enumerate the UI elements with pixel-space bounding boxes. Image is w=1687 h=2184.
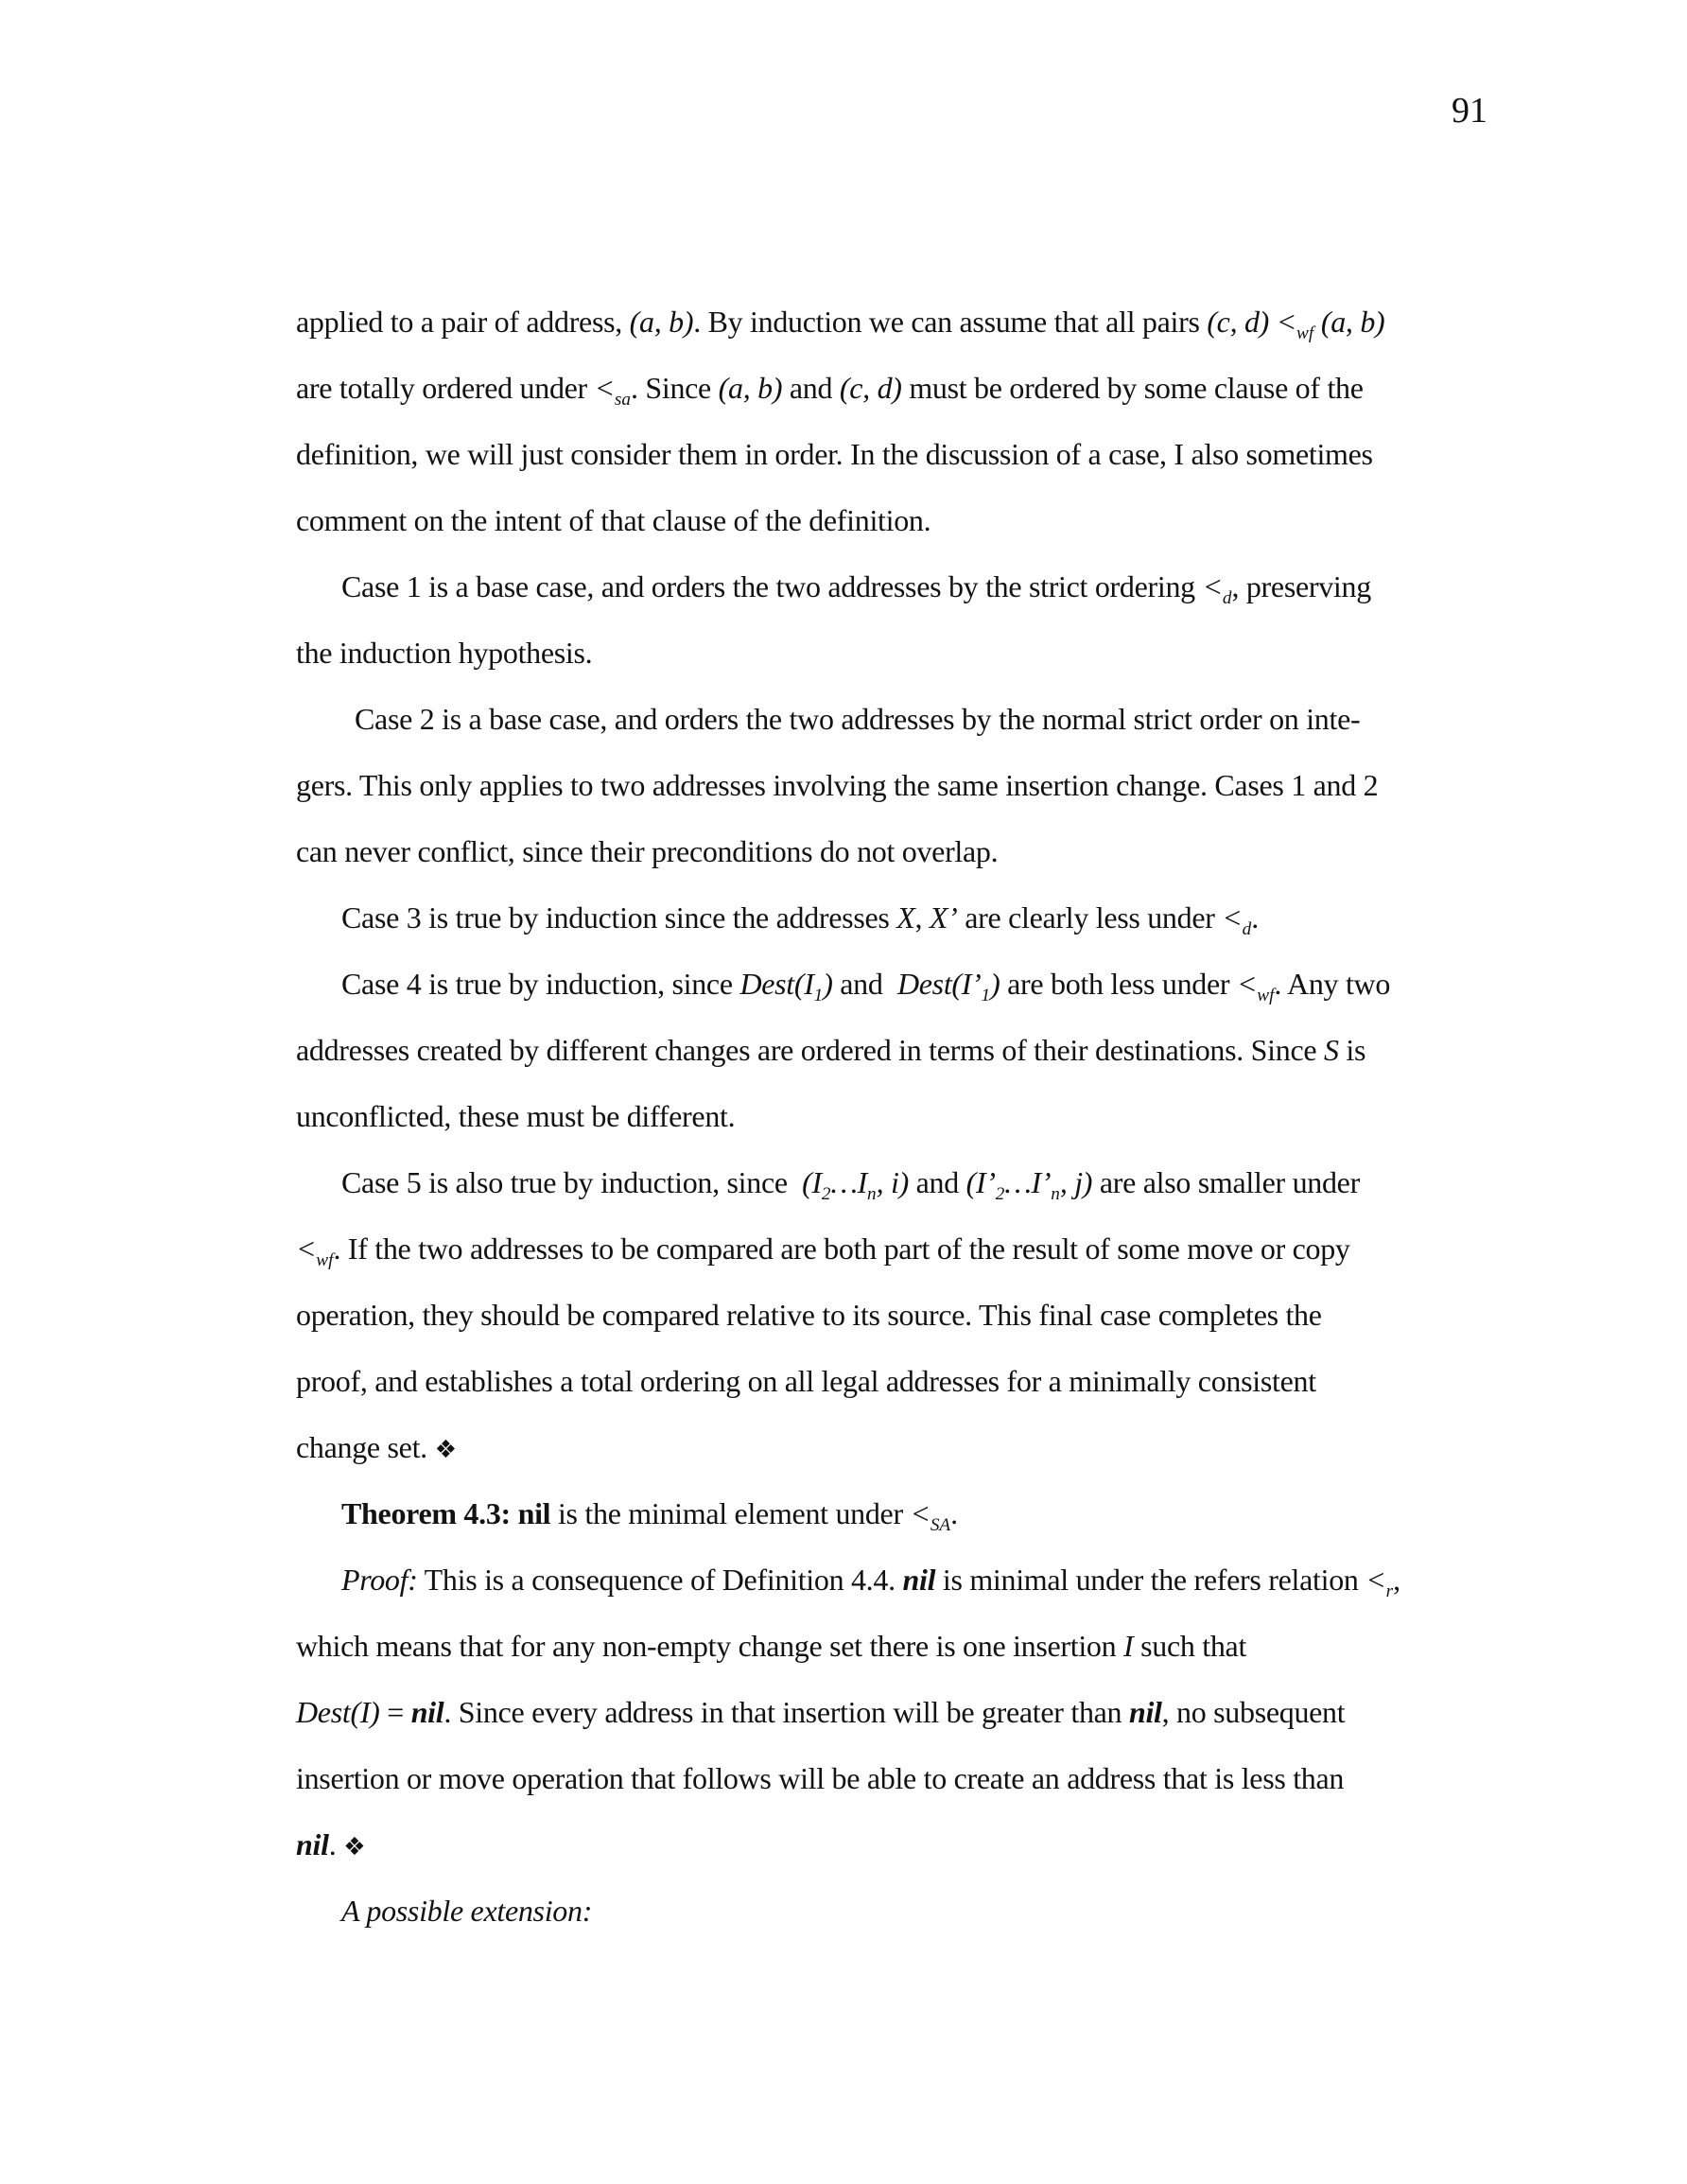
text-run: . If the two addresses to be compared are both part of the result of some move or copy — [333, 1232, 1350, 1266]
text-line — [296, 1811, 1525, 1878]
subscript-run: wf — [1257, 986, 1275, 1005]
subscript-run: SA — [930, 1515, 951, 1535]
body-text — [296, 288, 1525, 1944]
text-run: proof, and establishes a total ordering on all legal addresses for a minimally consistent — [296, 1364, 1316, 1398]
text-run: , no subsequent — [1161, 1695, 1346, 1729]
text-run: are totally ordered under — [296, 371, 595, 405]
text-line — [296, 1414, 1525, 1480]
text-run: gers. This only applies to two addresses involving the same insertion change. Cases 1 and 2 — [296, 768, 1379, 802]
text-run: X’ — [929, 900, 958, 935]
text-run: . — [950, 1496, 958, 1530]
text-run: , — [914, 900, 930, 935]
text-run: < — [1202, 569, 1223, 603]
text-line — [296, 1480, 1525, 1546]
subscript-run: d — [1222, 588, 1232, 608]
text-run: must be ordered by some clause of the — [901, 371, 1364, 405]
text-line — [296, 1149, 1525, 1215]
text-line — [296, 553, 1525, 620]
text-line — [296, 1878, 1525, 1944]
text-run: comment on the intent of that clause of the definition. — [296, 503, 931, 537]
subscript-run: 1 — [981, 986, 991, 1005]
text-line — [296, 1745, 1525, 1811]
text-run: < — [1222, 900, 1243, 935]
text-run: A possible extension: — [341, 1894, 593, 1928]
text-run: (c, d) < — [1207, 305, 1297, 339]
page-number: 91 — [1452, 91, 1487, 131]
text-run: and — [908, 1165, 966, 1199]
text-line — [296, 1282, 1525, 1348]
text-run: (c, d) — [839, 371, 902, 405]
text-run: ) — [823, 967, 833, 1001]
subscript-run: 2 — [995, 1184, 1005, 1204]
text-run: Case 4 is true by induction, since — [341, 967, 740, 1001]
subscript-run: wf — [1296, 323, 1314, 343]
text-line — [296, 1083, 1525, 1149]
text-run: Case 3 is true by induction since the addresses — [341, 900, 897, 935]
subscript-run: r — [1385, 1581, 1394, 1601]
text-run: = — [379, 1695, 411, 1729]
text-line — [296, 752, 1525, 818]
text-run: ) — [990, 967, 1000, 1001]
text-line — [296, 951, 1525, 1017]
text-run: definition, we will just consider them in order. In the discussion of a case, I also sometimes — [296, 437, 1373, 471]
text-run: . Since — [630, 371, 719, 405]
text-line — [296, 487, 1525, 553]
subscript-run: sa — [614, 390, 631, 410]
text-run: (I — [802, 1165, 822, 1199]
text-run: (a, b) — [718, 371, 783, 405]
text-run: operation, they should be compared relative to its source. This final case completes the — [296, 1298, 1322, 1332]
subscript-run: 1 — [813, 986, 824, 1005]
text-run: , preserving — [1231, 569, 1371, 603]
text-run: (a, b) — [1313, 305, 1385, 339]
subscript-run: 2 — [821, 1184, 831, 1204]
text-run: and — [782, 371, 840, 405]
text-run: …I’ — [1004, 1165, 1052, 1199]
text-line — [296, 1017, 1525, 1083]
text-run: addresses created by different changes are ordered in terms of their destinations. Since — [296, 1033, 1324, 1067]
text-run: applied to a pair of address, — [296, 305, 630, 339]
text-run: < — [1365, 1563, 1386, 1597]
text-run: . Any two — [1274, 967, 1391, 1001]
text-run: . Since every address in that insertion will be greater than — [443, 1695, 1129, 1729]
text-run: can never conflict, since their preconditions do not overlap. — [296, 834, 999, 868]
text-run: S — [1323, 1033, 1339, 1067]
text-run: …I — [830, 1165, 867, 1199]
text-run: Case 1 is a base case, and orders the two addresses by the strict ordering — [341, 569, 1203, 603]
text-run: the induction hypothesis. — [296, 636, 593, 670]
text-run: (a, b) — [629, 305, 694, 339]
text-run: nil — [902, 1563, 936, 1597]
text-run: < — [910, 1496, 930, 1530]
subscript-run: n — [867, 1184, 877, 1204]
text-run: Dest(I) — [296, 1695, 380, 1729]
text-run: Dest(I — [739, 967, 814, 1001]
text-run: change set. — [296, 1430, 435, 1464]
text-run: are also smaller under — [1092, 1165, 1360, 1199]
text-run: are both less under — [1000, 967, 1237, 1001]
text-run: insertion or move operation that follows will be able to create an address that is less than — [296, 1761, 1345, 1795]
text-line — [296, 288, 1525, 355]
text-run: nil — [1128, 1695, 1162, 1729]
text-run: which means that for any non-empty change set there is one insertion — [296, 1629, 1124, 1663]
text-run: X — [896, 900, 915, 935]
subscript-run: d — [1242, 919, 1252, 939]
text-run: is the minimal element under — [550, 1496, 911, 1530]
text-run: (I’ — [965, 1165, 996, 1199]
text-run: and — [832, 967, 897, 1001]
text-run: nil — [410, 1695, 444, 1729]
text-run: nil — [296, 1827, 329, 1861]
text-line — [296, 620, 1525, 686]
text-line — [296, 818, 1525, 884]
text-run: . — [328, 1827, 344, 1861]
subscript-run: wf — [316, 1250, 334, 1270]
text-run: Case 2 is a base case, and orders the two addresses by the normal strict order on inte- — [355, 702, 1361, 736]
text-line — [296, 1679, 1525, 1745]
text-run: < — [1236, 967, 1258, 1001]
text-run: , j) — [1059, 1165, 1093, 1199]
text-run: . By induction we can assume that all pairs — [693, 305, 1208, 339]
text-line — [296, 421, 1525, 487]
text-run: , i) — [876, 1165, 909, 1199]
text-run: is minimal under the refers relation — [935, 1563, 1366, 1597]
text-run: unconflicted, these must be different. — [296, 1099, 736, 1133]
text-run: is — [1338, 1033, 1366, 1067]
text-run: Dest(I’ — [896, 967, 982, 1001]
text-run: < — [594, 371, 615, 405]
end-of-proof-diamond-icon: ❖ — [343, 1833, 366, 1861]
text-run: Proof: — [341, 1563, 418, 1597]
text-run: This is a consequence of Definition 4.4. — [417, 1563, 903, 1597]
text-run: Theorem 4.3: nil — [341, 1496, 551, 1530]
text-line — [296, 1546, 1525, 1613]
text-line — [296, 1348, 1525, 1414]
text-run: . — [1251, 900, 1259, 935]
text-line — [296, 686, 1525, 752]
text-run: are clearly less under — [957, 900, 1223, 935]
text-line — [296, 1215, 1525, 1282]
text-line — [296, 1613, 1525, 1679]
subscript-run: n — [1051, 1184, 1060, 1204]
end-of-proof-diamond-icon: ❖ — [434, 1436, 457, 1464]
text-run: such that — [1133, 1629, 1247, 1663]
text-run: Case 5 is also true by induction, since — [341, 1165, 803, 1199]
text-run: < — [296, 1232, 317, 1266]
text-line — [296, 355, 1525, 421]
text-run: , — [1393, 1563, 1400, 1597]
text-line — [296, 884, 1525, 951]
text-run: I — [1123, 1629, 1134, 1663]
